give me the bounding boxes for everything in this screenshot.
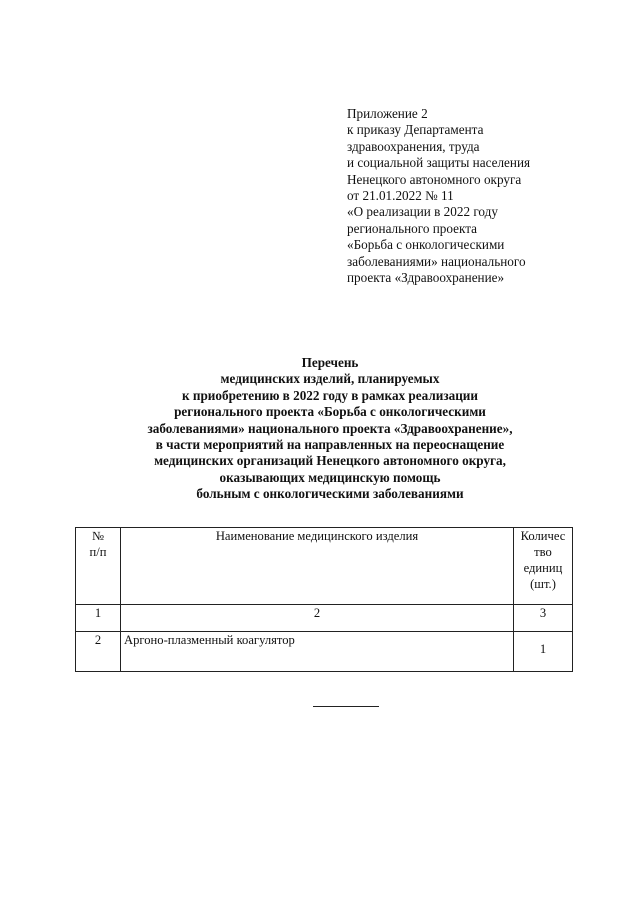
header-name: Наименование медицинского изделия bbox=[121, 528, 514, 605]
title-line: в части мероприятий на направленных на переоснащение bbox=[155, 437, 505, 453]
title-line: регионального проекта «Борьба с онкологическими bbox=[174, 404, 486, 420]
header-qty-line: Количес bbox=[520, 529, 566, 543]
appendix-line: заболеваниями» национального bbox=[347, 253, 526, 269]
row-quantity: 1 bbox=[514, 632, 573, 672]
title-line: к приобретению в 2022 году в рамках реализации bbox=[181, 387, 479, 403]
title-line: медицинских изделий, планируемых bbox=[220, 371, 440, 387]
closing-rule bbox=[313, 706, 379, 707]
header-qty-line: (шт.) bbox=[530, 577, 556, 591]
title-line: медицинских организаций Ненецкого автономного округа, bbox=[154, 453, 506, 469]
appendix-line: проекта «Здравоохранение» bbox=[347, 270, 505, 286]
header-qty-line: тво bbox=[534, 545, 552, 559]
header-qty-line: единиц bbox=[523, 561, 563, 575]
table-header-row bbox=[76, 528, 573, 605]
header-qty bbox=[514, 528, 573, 605]
appendix-line: регионального проекта bbox=[347, 220, 478, 236]
appendix-line: от 21.01.2022 № 11 bbox=[347, 188, 454, 204]
header-num bbox=[76, 528, 121, 605]
title-line: заболеваниями» национального проекта «Здравоохранение», bbox=[147, 420, 513, 436]
appendix-line: к приказу Департамента bbox=[347, 122, 484, 138]
appendix-block bbox=[347, 106, 530, 286]
table-row bbox=[76, 632, 573, 672]
row-item-name: Аргоно-плазменный коагулятор bbox=[121, 632, 514, 672]
title-line: больным с онкологическими заболеваниями bbox=[196, 486, 464, 502]
column-number: 2 bbox=[121, 605, 514, 632]
column-number: 3 bbox=[514, 605, 573, 632]
title-line: оказывающих медицинскую помощь bbox=[219, 469, 441, 485]
appendix-line: «Борьба с онкологическими bbox=[347, 237, 505, 253]
header-num-line: № bbox=[91, 529, 105, 543]
column-number-row bbox=[76, 605, 573, 632]
row-num: 2 bbox=[76, 632, 121, 672]
appendix-line: здравоохранения, труда bbox=[347, 138, 480, 154]
appendix-line: Приложение 2 bbox=[347, 106, 428, 121]
document-title bbox=[80, 355, 580, 503]
header-num-line: п/п bbox=[89, 545, 107, 559]
title-line: Перечень bbox=[301, 355, 359, 370]
items-table bbox=[75, 527, 573, 672]
appendix-line: и социальной защиты населения bbox=[347, 155, 531, 171]
appendix-line: «О реализации в 2022 году bbox=[347, 204, 498, 220]
appendix-line: Ненецкого автономного округа bbox=[347, 171, 522, 187]
column-number: 1 bbox=[76, 605, 121, 632]
